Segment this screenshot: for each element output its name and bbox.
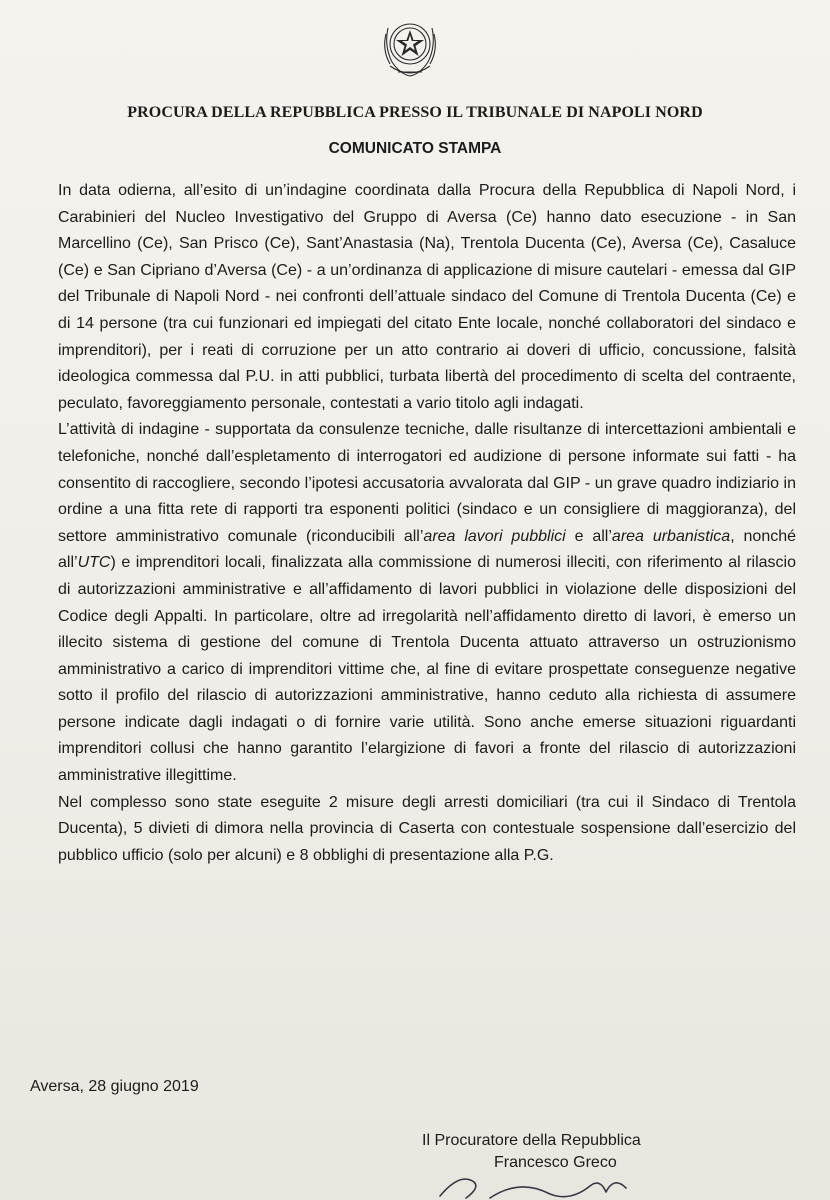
signer-name: Francesco Greco: [494, 1154, 617, 1171]
press-release-body: [58, 178, 796, 869]
document-title: COMUNICATO STAMPA: [328, 140, 502, 157]
signer-title: Il Procuratore della Repubblica: [422, 1132, 641, 1149]
paragraph-2-text-a: L’attività di indagine - supportata da consulenze tecniche, dalle risultanze di intercettazioni ambientali e telefoniche, nonché dall’espletamento di interrogatori ed audizione di persone informate sui fatti - ha consentito di raccogliere, secondo l’ipotesi accusatoria avvalorata dal GIP - un grave quadro indiziario in ordine a una fitta rete di rapporti tra esponenti politici (sindaco e un consigliere di maggioranza), del settore amministrativo comunale (riconducibili all’: [58, 421, 796, 545]
handwritten-signature-icon: [430, 1168, 640, 1200]
area-urbanistica: area urbanistica: [611, 527, 731, 545]
paragraph-2-text-b: e all’: [565, 527, 612, 545]
document-date: Aversa, 28 giugno 2019: [30, 1078, 199, 1095]
area-lavori-pubblici: area lavori pubblici: [423, 527, 566, 545]
paragraph-2: [58, 417, 796, 789]
paragraph-1: In data odierna, all’esito di un’indagine coordinata dalla Procura della Repubblica di Napoli Nord, i Carabinieri del Nucleo Investigativo del Gruppo di Aversa (Ce) hanno dato esecuzione - in San Marcellino (Ce), San Prisco (Ce), Sant’Anastasia (Na), Trentola Ducenta (Ce), Aversa (Ce), Casaluce (Ce) e San Cipriano d’Aversa (Ce) - a un’ordinanza di applicazione di misure cautelari - emessa dal GIP del Tribunale di Napoli Nord - nei confronti dell’attuale sindaco del Comune di Trentola Ducenta (Ce) e di 14 persone (tra cui funzionari ed impiegati del citato Ente locale, nonché collaboratori del sindaco e imprenditori), per i reati di corruzione per un atto contrario ai doveri di ufficio, concussione, falsità ideologica commessa dal P.U. in atti pubblici, turbata libertà del procedimento di scelta del contraente, peculato, favoreggiamento personale, contestati a vario titolo agli indagati.: [58, 182, 796, 412]
paragraph-2-text-d: ) e imprenditori locali, finalizzata alla commissione di numerosi illeciti, con riferimento al rilascio di autorizzazioni amministrative e all’affidamento di lavori pubblici in violazione delle disposizioni del Codice degli Appalti. In particolare, oltre ad irregolarità nell’affidamento diretto di lavori, è emerso un illecito sistema di gestione del comune di Trentola Ducenta attuato attraverso un ostruzionismo amministrativo a carico di imprenditori vittime che, al fine di evitare prospettate conseguenze negative sotto il profilo del rilascio di autorizzazioni amministrative, hanno ceduto alla richiesta di assumere persone indicate dagli indagati o di fornire varie utilità. Sono anche emerse situazioni riguardanti imprenditori collusi che hanno garantito l’elargizione di favori a fronte del rilascio di autorizzazioni amministrative illegittime.: [58, 554, 796, 785]
paragraph-2-text-c: , nonché all’: [58, 527, 797, 572]
institution-heading: PROCURA DELLA REPUBBLICA PRESSO IL TRIBUNALE DI NAPOLI NORD: [127, 104, 703, 121]
paragraph-3: Nel complesso sono state eseguite 2 misure degli arresti domiciliari (tra cui il Sindaco di Trentola Ducenta), 5 divieti di dimora nella provincia di Caserta con contestuale sospensione dall’esercizio del pubblico ufficio (solo per alcuni) e 8 obblighi di presentazione alla P.G.: [58, 793, 796, 864]
utc: UTC: [77, 554, 111, 572]
italian-republic-emblem-icon: [380, 14, 440, 82]
